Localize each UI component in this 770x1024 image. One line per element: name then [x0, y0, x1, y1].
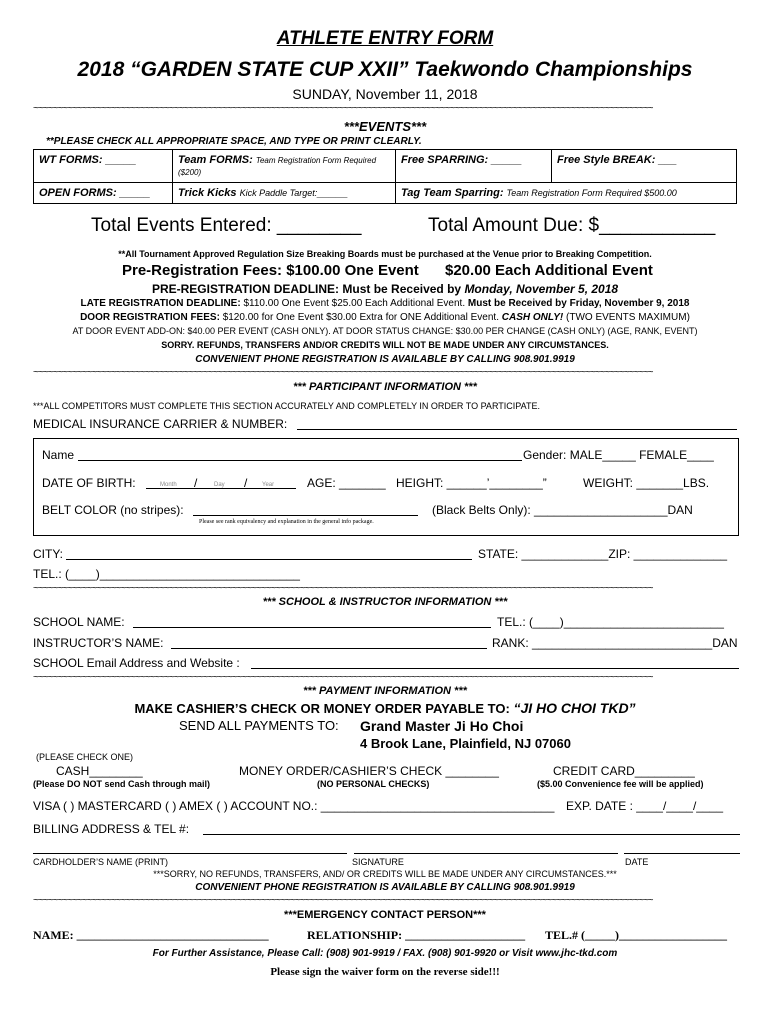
tag-team-label: Tag Team Sparring:: [401, 187, 504, 199]
separator: ~~~~~~~~~~~~~~~~~~~~~~~~~~~~~~~~~~~~~~~~~~~~~~~~~~~~~~~~~~~~~~~~~~~~~~~~~~~~~~~~~~~~~~~~~~~~~~~~~~~~~~~~~~~~~~~~~~~~~~~~~~~~~~~~: [33, 368, 653, 378]
gender-field[interactable]: Gender: MALE_____ FEMALE____: [523, 448, 714, 462]
school-heading: *** SCHOOL & INSTRUCTOR INFORMATION ***: [262, 596, 508, 608]
separator: ~~~~~~~~~~~~~~~~~~~~~~~~~~~~~~~~~~~~~~~~~~~~~~~~~~~~~~~~~~~~~~~~~~~~~~~~~~~~~~~~~~~~~~~~~~~~~~~~~~~~~~~~~~~~~~~~~~~~~~~~~~~~~~~~: [33, 584, 653, 594]
prereg-additional: $20.00 Each Additional Event: [445, 262, 653, 279]
school-name-field[interactable]: [133, 627, 491, 628]
city-label: CITY:: [33, 547, 64, 561]
payable-label: MAKE CASHIER’S CHECK OR MONEY ORDER PAYABLE TO:: [134, 701, 510, 716]
payment-heading: *** PAYMENT INFORMATION ***: [303, 685, 467, 697]
dob-slash: /: [244, 476, 248, 490]
emergency-heading: ***EMERGENCY CONTACT PERSON***: [284, 909, 486, 921]
payment-phone-registration: CONVENIENT PHONE REGISTRATION IS AVAILABLE BY CALLING 908.901.9919: [195, 882, 575, 893]
billing-label: BILLING ADDRESS & TEL #:: [33, 822, 190, 836]
free-style-break-label: Free Style BREAK: ___: [557, 154, 677, 166]
participant-heading: *** PARTICIPANT INFORMATION ***: [293, 381, 477, 393]
cash-note: (Please DO NOT send Cash through mail): [33, 779, 211, 789]
billing-field[interactable]: [203, 834, 740, 835]
door-label: DOOR REGISTRATION FEES:: [80, 312, 220, 323]
boards-note: **All Tournament Approved Regulation Size Breaking Boards must be purchased at the Venue prior to Breaking Competition.: [118, 249, 652, 259]
dob-slash: /: [194, 476, 198, 490]
name-field[interactable]: [78, 460, 522, 461]
cardholder-line[interactable]: [33, 853, 347, 854]
instructor-field[interactable]: [171, 648, 487, 649]
email-label: SCHOOL Email Address and Website :: [33, 656, 240, 670]
city-field[interactable]: [66, 559, 472, 560]
team-forms-note: Team Registration Form Required ($200): [178, 156, 377, 177]
belt-note: Please see rank equivalency and explanation in the general info package.: [199, 519, 374, 525]
late-registration: [0, 298, 770, 309]
date-line[interactable]: [624, 853, 740, 854]
free-sparring-field[interactable]: [396, 150, 552, 183]
school-tel-field[interactable]: TEL.: (____)________________________: [497, 615, 724, 629]
late-label: LATE REGISTRATION DEADLINE:: [80, 298, 241, 309]
prereg-deadline: [0, 282, 770, 296]
separator: ~~~~~~~~~~~~~~~~~~~~~~~~~~~~~~~~~~~~~~~~~~~~~~~~~~~~~~~~~~~~~~~~~~~~~~~~~~~~~~~~~~~~~~~~~~~~~~~~~~~~~~~~~~~~~~~~~~~~~~~~~~~~~~~~: [33, 104, 653, 114]
door-text: $120.00 for One Event $30.00 Extra for ONE Additional Event.: [222, 312, 499, 323]
school-name-label: SCHOOL NAME:: [33, 615, 125, 629]
email-field[interactable]: [251, 668, 739, 669]
credit-note: ($5.00 Convenience fee will be applied): [537, 779, 704, 789]
check-one: (PLEASE CHECK ONE): [36, 752, 134, 762]
black-belt-field[interactable]: (Black Belts Only): ____________________DAN: [432, 503, 693, 517]
waiver-note: Please sign the waiver form on the reverse side!!!: [270, 966, 500, 978]
dob-day-hint: Day: [214, 482, 225, 488]
tag-team-note: Team Registration Form Required $500.00: [506, 188, 677, 198]
height-field[interactable]: HEIGHT: ______’________”: [396, 476, 547, 490]
participant-tel-field[interactable]: TEL.: (____)______________________________: [33, 567, 300, 581]
door-max: (TWO EVENTS MAXIMUM): [566, 312, 690, 323]
prereg-deadline-date: Monday, November 5, 2018: [464, 282, 619, 296]
participant-instruction: ***ALL COMPETITORS MUST COMPLETE THIS SECTION ACCURATELY AND COMPLETELY IN ORDER TO PARTICIPATE.: [33, 401, 540, 411]
payable-line: [0, 700, 770, 716]
age-field[interactable]: AGE: _______: [307, 476, 386, 490]
trick-kicks-label: Trick Kicks: [178, 187, 237, 199]
trick-kicks-note: Kick Paddle Target:: [239, 188, 318, 198]
free-style-break-field[interactable]: [552, 150, 737, 183]
event-date: SUNDAY, November 11, 2018: [292, 86, 478, 102]
rank-field[interactable]: RANK: ___________________________DAN: [492, 636, 738, 650]
wt-forms-field[interactable]: [34, 150, 173, 183]
tag-team-field[interactable]: [396, 183, 737, 204]
prereg-fees: Pre-Registration Fees: $100.00 One Event: [122, 262, 419, 279]
dob-year-hint: Year: [262, 482, 275, 488]
open-forms-field[interactable]: [34, 183, 173, 204]
cardholder-label: CARDHOLDER’S NAME (PRINT): [33, 857, 169, 867]
assistance-note: For Further Assistance, Please Call: (908) 901-9919 / FAX. (908) 901-9920 or Visit www.jhc-tkd.com: [152, 948, 618, 959]
belt-field[interactable]: [193, 515, 418, 516]
free-sparring-label: Free SPARRING: _____: [401, 154, 522, 166]
state-zip-field[interactable]: STATE: _____________ZIP: ______________: [478, 547, 728, 561]
late-deadline: Must be Received by Friday, November 9, 2018: [467, 298, 690, 309]
late-text: $110.00 One Event $25.00 Each Additional Event.: [243, 298, 466, 309]
card-account-field[interactable]: VISA ( ) MASTERCARD ( ) AMEX ( ) ACCOUNT NO.: ___________________________________: [33, 799, 555, 813]
instructor-label: INSTRUCTOR’S NAME:: [33, 636, 164, 650]
belt-label: BELT COLOR (no stripes):: [42, 503, 184, 517]
separator: ~~~~~~~~~~~~~~~~~~~~~~~~~~~~~~~~~~~~~~~~~~~~~~~~~~~~~~~~~~~~~~~~~~~~~~~~~~~~~~~~~~~~~~~~~~~~~~~~~~~~~~~~~~~~~~~~~~~~~~~~~~~~~~~~: [33, 673, 653, 683]
signature-line[interactable]: [354, 853, 618, 854]
door-registration: [0, 312, 770, 323]
phone-registration: CONVENIENT PHONE REGISTRATION IS AVAILABLE BY CALLING 908.901.9919: [195, 354, 575, 365]
dob-month-hint: Month: [160, 482, 177, 488]
dob-label: DATE OF BIRTH:: [42, 476, 136, 490]
trick-kicks-field[interactable]: [173, 183, 396, 204]
dob-field[interactable]: [146, 488, 296, 489]
door-cash: CASH ONLY!: [501, 312, 564, 323]
money-order-option[interactable]: MONEY ORDER/CASHIER’S CHECK ________: [239, 764, 499, 778]
emergency-tel-field[interactable]: TEL.# (_____)__________________: [545, 928, 728, 942]
total-amount-field[interactable]: Total Amount Due: $___________: [428, 215, 716, 236]
event-name: 2018 “GARDEN STATE CUP XXII” Taekwondo Championships: [77, 58, 693, 81]
name-label: Name: [42, 448, 75, 462]
credit-card-option[interactable]: CREDIT CARD_________: [553, 764, 695, 778]
send-name: Grand Master Ji Ho Choi: [360, 718, 524, 734]
weight-field[interactable]: WEIGHT: _______LBS.: [583, 476, 710, 490]
events-heading: ***EVENTS***: [343, 119, 427, 134]
payable-to: “JI HO CHOI TKD”: [513, 700, 636, 716]
payment-no-refunds: ***SORRY, NO REFUNDS, TRANSFERS, AND/ OR CREDITS WILL BE MADE UNDER ANY CIRCUMSTANCES.***: [153, 869, 617, 879]
team-forms-label: Team FORMS:: [178, 154, 253, 166]
wt-forms-label: WT FORMS: _____: [39, 154, 137, 166]
exp-date-field[interactable]: EXP. DATE : ____/____/____: [566, 799, 724, 813]
send-label: SEND ALL PAYMENTS TO:: [179, 718, 339, 733]
total-events-field[interactable]: Total Events Entered: ________: [91, 215, 362, 236]
door-addon: AT DOOR EVENT ADD-ON: $40.00 PER EVENT (CASH ONLY). AT DOOR STATUS CHANGE: $30.00 PER CHANGE (CASH ONLY) (AGE, RANK, EVENT): [72, 326, 698, 336]
prereg-deadline-label: PRE-REGISTRATION DEADLINE: Must be Received by: [151, 282, 462, 296]
cash-option[interactable]: CASH________: [56, 764, 143, 778]
emergency-name-field[interactable]: NAME: ________________________________: [33, 928, 269, 942]
insurance-label: MEDICAL INSURANCE CARRIER & NUMBER:: [33, 417, 288, 431]
team-forms-field[interactable]: [173, 150, 396, 183]
form-title: ATHLETE ENTRY FORM: [276, 28, 494, 49]
no-refunds-notice: SORRY. REFUNDS, TRANSFERS AND/OR CREDITS WILL NOT BE MADE UNDER ANY CIRCUMSTANCES.: [161, 340, 609, 350]
signature-label: SIGNATURE: [352, 857, 404, 867]
insurance-field[interactable]: [297, 429, 737, 430]
events-instruction: **PLEASE CHECK ALL APPROPRIATE SPACE, AND TYPE OR PRINT CLEARLY.: [46, 136, 422, 147]
money-order-note: (NO PERSONAL CHECKS): [317, 779, 430, 789]
send-address: 4 Brook Lane, Plainfield, NJ 07060: [360, 736, 571, 751]
events-table: [33, 149, 737, 204]
trick-kicks-blank: _____: [317, 187, 348, 199]
open-forms-label: OPEN FORMS: _____: [39, 187, 151, 199]
separator: ~~~~~~~~~~~~~~~~~~~~~~~~~~~~~~~~~~~~~~~~~~~~~~~~~~~~~~~~~~~~~~~~~~~~~~~~~~~~~~~~~~~~~~~~~~~~~~~~~~~~~~~~~~~~~~~~~~~~~~~~~~~~~~~~: [33, 896, 653, 906]
emergency-relationship-field[interactable]: RELATIONSHIP: ____________________: [307, 928, 526, 942]
date-label: DATE: [625, 857, 649, 867]
